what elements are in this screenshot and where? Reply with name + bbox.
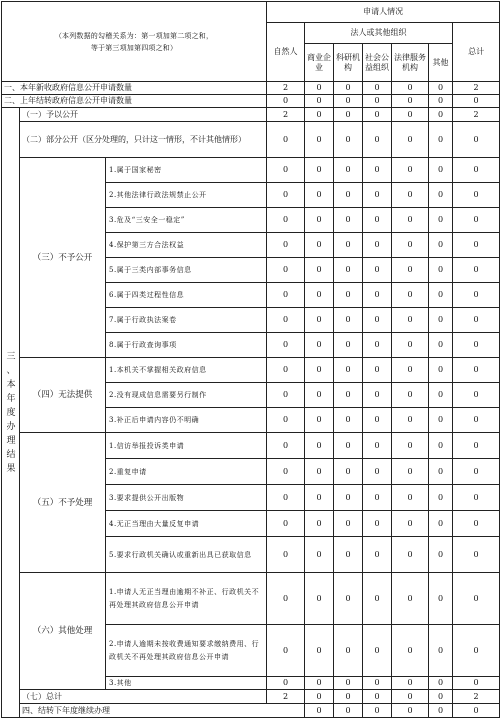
cell-value: 0: [334, 358, 363, 383]
cell-value: 0: [334, 108, 363, 122]
cell-value: 0: [305, 459, 334, 485]
cell-value: 0: [305, 158, 334, 183]
item-label: 3.其他: [106, 677, 267, 690]
item-label: 2.重复申请: [106, 459, 267, 485]
item-label: 4.无正当理由大量反复申请: [106, 511, 267, 537]
cell-value: 0: [453, 208, 500, 233]
cell-value: 0: [334, 258, 363, 283]
applicant-header: 申请人情况: [267, 2, 500, 23]
cell-value: 0: [363, 433, 392, 459]
cell-value: 0: [453, 183, 500, 208]
cell-value: 0: [392, 704, 429, 718]
header-note-line2: 等于第三项加第四项之和）: [90, 43, 178, 52]
item-label: 1.申请人无正当理由逾期不补正、行政机关不再处理其政府信息公开申请: [106, 573, 267, 625]
row-label: 四、结转下年度继续办理: [20, 704, 305, 718]
cell-value: 0: [429, 677, 453, 690]
cell-value: 0: [392, 208, 429, 233]
cell-value: 0: [363, 537, 392, 573]
cell-value: 0: [453, 704, 500, 718]
cell-value: 0: [267, 122, 305, 158]
cell-value: 0: [267, 158, 305, 183]
group-label-not-processed: （五）不予处理: [20, 433, 106, 573]
cell-value: 0: [363, 511, 392, 537]
cell-value: 0: [334, 122, 363, 158]
cell-value: 0: [267, 258, 305, 283]
cell-value: 0: [392, 677, 429, 690]
cell-value: 0: [267, 308, 305, 333]
cell-value: 0: [429, 283, 453, 308]
cell-value: 2: [267, 108, 305, 122]
cell-value: 0: [392, 308, 429, 333]
cell-value: 0: [392, 485, 429, 511]
cell-value: 0: [429, 625, 453, 677]
cell-value: 0: [363, 704, 392, 718]
cell-value: 0: [305, 704, 334, 718]
cell-value: 2: [453, 690, 500, 704]
cell-value: 0: [334, 82, 363, 95]
cell-value: 0: [363, 485, 392, 511]
cell-value: 0: [267, 537, 305, 573]
cell-value: 0: [429, 537, 453, 573]
cell-value: 0: [453, 433, 500, 459]
cell-value: 0: [453, 573, 500, 625]
table-row-granted: [2, 108, 500, 122]
cell-value: 0: [334, 158, 363, 183]
cell-value: 0: [334, 383, 363, 408]
cell-value: 0: [429, 183, 453, 208]
cell-value: 0: [334, 690, 363, 704]
table-row: [2, 433, 500, 459]
cell-value: 0: [429, 208, 453, 233]
col-header-research: 科研机构: [334, 44, 363, 82]
cell-value: 0: [363, 208, 392, 233]
cell-value: 0: [392, 283, 429, 308]
cell-value: 0: [453, 677, 500, 690]
cell-value: 0: [363, 82, 392, 95]
cell-value: 0: [305, 283, 334, 308]
cell-value: 0: [334, 208, 363, 233]
cell-value: 0: [392, 158, 429, 183]
row-label: （二）部分公开（区分处理的，只计这一情形，不计其他情形）: [20, 122, 267, 158]
item-label: 5.要求行政机关确认或重新出具已获取信息: [106, 537, 267, 573]
table-row-partial: [2, 122, 500, 158]
cell-value: 0: [363, 383, 392, 408]
cell-value: 0: [334, 537, 363, 573]
cell-value: 0: [453, 485, 500, 511]
cell-value: 0: [392, 537, 429, 573]
cell-value: 0: [429, 333, 453, 358]
cell-value: 2: [453, 82, 500, 95]
cell-value: 0: [267, 358, 305, 383]
table-row-carried-over: [2, 95, 500, 108]
cell-value: 0: [334, 283, 363, 308]
col-header-legal-service: 法律服务机构: [392, 44, 429, 82]
cell-value: 0: [363, 308, 392, 333]
section3-label: 三 、 本 年 度 办 理 结 果: [2, 108, 20, 718]
cell-value: 0: [305, 308, 334, 333]
cell-value: 0: [429, 258, 453, 283]
cell-value: 0: [392, 625, 429, 677]
item-label: 1.本机关不掌握相关政府信息: [106, 358, 267, 383]
cell-value: 0: [453, 95, 500, 108]
cell-value: 0: [453, 625, 500, 677]
cell-value: 0: [334, 408, 363, 433]
cell-value: 0: [392, 690, 429, 704]
cell-value: 0: [305, 433, 334, 459]
cell-value: 0: [305, 95, 334, 108]
cell-value: 0: [392, 333, 429, 358]
cell-value: 0: [363, 233, 392, 258]
cell-value: 0: [305, 690, 334, 704]
cell-value: 0: [392, 95, 429, 108]
cell-value: 0: [334, 333, 363, 358]
header-note-line1: （本列数据的勾稽关系为：第一项加第二项之和，: [54, 31, 214, 40]
item-label: 3.要求提供公开出版物: [106, 485, 267, 511]
cell-value: 0: [429, 408, 453, 433]
cell-value: 0: [334, 573, 363, 625]
cell-value: 0: [267, 183, 305, 208]
item-label: 1.属于国家秘密: [106, 158, 267, 183]
cell-value: 0: [363, 625, 392, 677]
cell-value: 0: [429, 158, 453, 183]
cell-value: 0: [305, 183, 334, 208]
cell-value: 0: [363, 283, 392, 308]
cell-value: 0: [267, 208, 305, 233]
cell-value: 0: [429, 433, 453, 459]
cell-value: 0: [305, 208, 334, 233]
cell-value: 0: [267, 485, 305, 511]
cell-value: 0: [334, 433, 363, 459]
cell-value: 0: [267, 511, 305, 537]
cell-value: 0: [429, 308, 453, 333]
cell-value: 0: [267, 408, 305, 433]
item-label: 4.保护第三方合法权益: [106, 233, 267, 258]
row-label: （七）总计: [20, 690, 267, 704]
row-label: 二、上年结转政府信息公开申请数量: [2, 95, 267, 108]
cell-value: 0: [392, 108, 429, 122]
cell-value: 0: [267, 233, 305, 258]
cell-value: 0: [429, 108, 453, 122]
item-label: 5.属于三类内部事务信息: [106, 258, 267, 283]
cell-value: 0: [363, 573, 392, 625]
cell-value: 2: [267, 82, 305, 95]
cell-value: 0: [363, 95, 392, 108]
cell-value: 0: [453, 537, 500, 573]
cell-value: 0: [305, 625, 334, 677]
item-label: 6.属于四类过程性信息: [106, 283, 267, 308]
cell-value: 0: [392, 459, 429, 485]
header-note: [2, 2, 267, 82]
cell-value: 0: [392, 82, 429, 95]
cell-value: 0: [334, 459, 363, 485]
cell-value: 0: [453, 258, 500, 283]
cell-value: 0: [429, 82, 453, 95]
group-label-unable-to-provide: （四）无法提供: [20, 358, 106, 433]
cell-value: 0: [453, 158, 500, 183]
table-row: [2, 358, 500, 383]
cell-value: 0: [453, 358, 500, 383]
cell-value: 0: [305, 573, 334, 625]
cell-value: 0: [429, 690, 453, 704]
cell-value: 0: [392, 183, 429, 208]
cell-value: 0: [363, 358, 392, 383]
cell-value: 0: [453, 308, 500, 333]
cell-value: 0: [363, 158, 392, 183]
cell-value: 0: [334, 677, 363, 690]
cell-value: 0: [392, 408, 429, 433]
cell-value: 0: [334, 183, 363, 208]
total-header: 总计: [453, 23, 500, 82]
table-row: [2, 158, 500, 183]
cell-value: 0: [267, 333, 305, 358]
cell-value: 0: [305, 677, 334, 690]
cell-value: 2: [453, 108, 500, 122]
cell-value: 0: [392, 383, 429, 408]
cell-value: 0: [392, 233, 429, 258]
cell-value: 0: [305, 258, 334, 283]
cell-value: 0: [453, 122, 500, 158]
cell-value: 2: [267, 690, 305, 704]
cell-value: 0: [363, 408, 392, 433]
cell-value: 0: [334, 625, 363, 677]
report-table-container: [1, 1, 499, 715]
table-row-carry-forward: [2, 704, 500, 718]
cell-value: 0: [363, 459, 392, 485]
cell-value: 0: [429, 383, 453, 408]
cell-value: 0: [453, 459, 500, 485]
item-label: 2.其他法律行政法规禁止公开: [106, 183, 267, 208]
cell-value: 0: [363, 122, 392, 158]
col-header-other: 其他: [429, 44, 453, 82]
cell-value: 0: [429, 573, 453, 625]
item-label: 3.危及“三安全一稳定”: [106, 208, 267, 233]
cell-value: 0: [453, 511, 500, 537]
cell-value: 0: [363, 258, 392, 283]
item-label: 8.属于行政查询事项: [106, 333, 267, 358]
cell-value: 0: [334, 704, 363, 718]
cell-value: 0: [429, 122, 453, 158]
row-label: （一）予以公开: [20, 108, 267, 122]
cell-value: 0: [267, 383, 305, 408]
cell-value: 0: [305, 511, 334, 537]
group-label-other-handling: （六）其他处理: [20, 573, 106, 690]
cell-value: 0: [392, 122, 429, 158]
cell-value: 0: [267, 677, 305, 690]
cell-value: 0: [392, 358, 429, 383]
cell-value: 0: [305, 233, 334, 258]
cell-value: 0: [363, 183, 392, 208]
cell-value: 0: [392, 258, 429, 283]
cell-value: 0: [429, 511, 453, 537]
cell-value: 0: [363, 677, 392, 690]
item-label: 2.申请人逾期未按收费通知要求缴纳费用、行政机关不再处理其政府信息公开申请: [106, 625, 267, 677]
cell-value: 0: [392, 433, 429, 459]
cell-value: 0: [305, 408, 334, 433]
cell-value: 0: [334, 485, 363, 511]
cell-value: 0: [429, 485, 453, 511]
cell-value: 0: [267, 95, 305, 108]
cell-value: 0: [363, 108, 392, 122]
cell-value: 0: [305, 485, 334, 511]
row-label: 一、本年新收政府信息公开申请数量: [2, 82, 267, 95]
item-label: 3.补正后申请内容仍不明确: [106, 408, 267, 433]
item-label: 7.属于行政执法案卷: [106, 308, 267, 333]
cell-value: 0: [267, 459, 305, 485]
cell-value: 0: [267, 573, 305, 625]
cell-value: 0: [334, 511, 363, 537]
item-label: 1.信访举报投诉类申请: [106, 433, 267, 459]
cell-value: 0: [453, 383, 500, 408]
cell-value: 0: [392, 573, 429, 625]
cell-value: 0: [305, 82, 334, 95]
item-label: 2.没有现成信息需要另行制作: [106, 383, 267, 408]
group-label-not-disclosed: （三）不予公开: [20, 158, 106, 358]
cell-value: 0: [429, 358, 453, 383]
cell-value: 0: [305, 383, 334, 408]
cell-value: 0: [429, 95, 453, 108]
cell-value: 0: [429, 704, 453, 718]
natural-person-header: 自然人: [267, 23, 305, 82]
cell-value: 0: [305, 108, 334, 122]
cell-value: 0: [334, 95, 363, 108]
legal-org-header: 法人或其他组织: [305, 23, 453, 44]
cell-value: 0: [267, 625, 305, 677]
cell-value: 0: [453, 333, 500, 358]
cell-value: 0: [305, 537, 334, 573]
cell-value: 0: [363, 333, 392, 358]
cell-value: 0: [334, 233, 363, 258]
table-row: [2, 573, 500, 625]
cell-value: 0: [453, 283, 500, 308]
cell-value: 0: [305, 358, 334, 383]
cell-value: 0: [429, 233, 453, 258]
cell-value: 0: [334, 308, 363, 333]
table-row-new-applications: [2, 82, 500, 95]
cell-value: 0: [363, 690, 392, 704]
cell-value: 0: [453, 408, 500, 433]
col-header-business: 商业企业: [305, 44, 334, 82]
cell-value: 0: [267, 433, 305, 459]
cell-value: 0: [267, 283, 305, 308]
col-header-public-welfare: 社会公益组织: [363, 44, 392, 82]
cell-value: 0: [305, 333, 334, 358]
cell-value: 0: [429, 459, 453, 485]
cell-value: 0: [305, 122, 334, 158]
cell-value: 0: [453, 233, 500, 258]
government-info-disclosure-table: [1, 1, 500, 718]
cell-value: 0: [392, 511, 429, 537]
